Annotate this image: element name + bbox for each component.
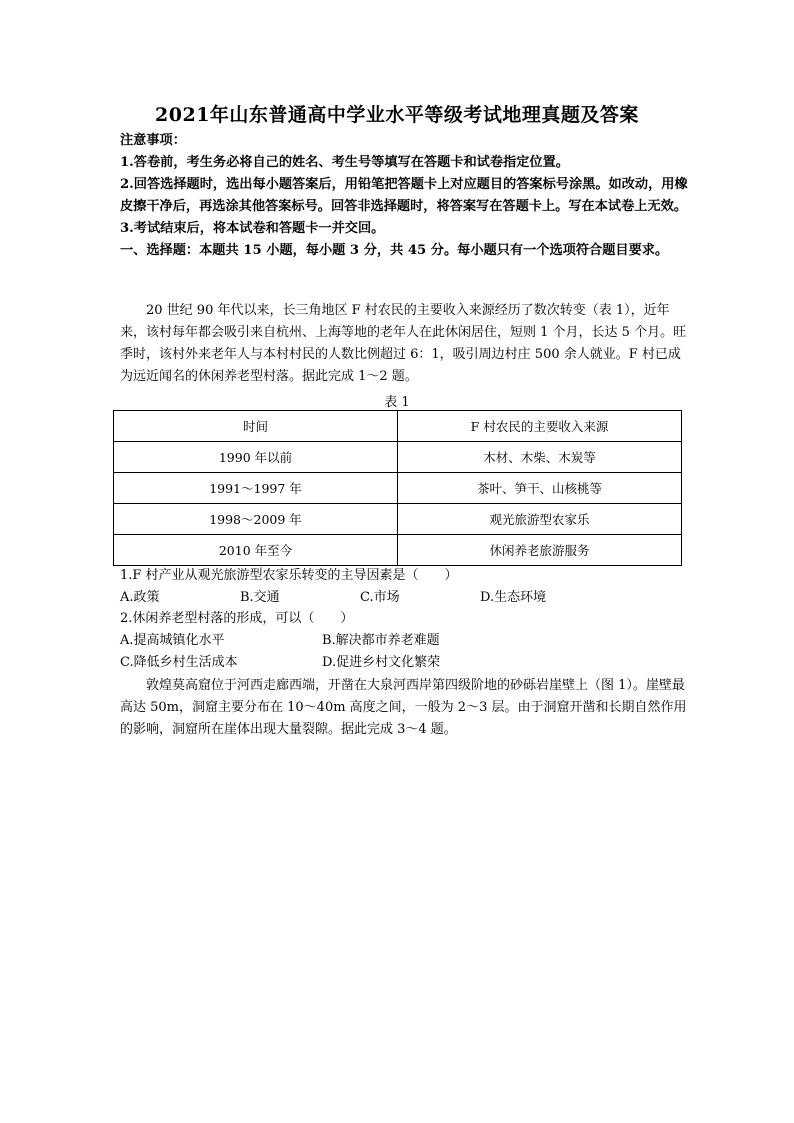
table-cell: 茶叶、笋干、山核桃等 [398, 473, 682, 504]
question-2-options-row-1 [120, 630, 700, 652]
question-2-options-row-2 [120, 652, 700, 674]
notice-item: 3.考试结束后，将本试卷和答题卡一并交回。 [120, 221, 385, 236]
option-d: D.促进乡村文化繁荣 [322, 655, 441, 670]
notice-item: 2.回答选择题时，选出每小题答案后，用铅笔把答题卡上对应题目的答案标号涂黑。如改动，用橡皮擦干净后，再选涂其他答案标号。回答非选择题时，将答案写在答题卡上。写在本试卷上无效。 [120, 177, 688, 214]
table-cell: 木材、木柴、木炭等 [398, 442, 682, 473]
question-2-stem: 2.休闲养老型村落的形成，可以（ ） [120, 611, 354, 626]
option-c: C.降低乡村生活成本 [120, 655, 238, 670]
option-a: A.政策 [120, 590, 160, 605]
passage-2 [120, 675, 690, 741]
notice-item: 1.答卷前，考生务必将自己的姓名、考生号等填写在答题卡和试卷指定位置。 [120, 155, 569, 170]
table-cell: 1998～2009 年 [114, 504, 398, 535]
table-row [114, 442, 682, 473]
passage-2-text: 敦煌莫高窟位于河西走廊西端，开凿在大泉河西岸第四级阶地的砂砾岩崖壁上（图 1）。崖壁最高达 50m，洞窟主要分布在 10～40m 高度之间，一般为 2～3 层。由于洞窟开凿和长期自然作用的影响，洞窟所在崖体出现大量裂隙。据此完成 3～4 题。 [120, 678, 687, 737]
table-cell: 1990 年以前 [114, 442, 398, 473]
notice-heading: 注意事项： [120, 133, 186, 148]
table-row [114, 473, 682, 504]
table-row [114, 535, 682, 566]
table-cell: 2010 年至今 [114, 535, 398, 566]
question-1-options [120, 587, 700, 609]
notice-block [120, 130, 690, 262]
table-header-cell: 时间 [114, 411, 398, 442]
section-heading: 一、选择题：本题共 15 小题，每小题 3 分，共 45 分。每小题只有一个选项符合题目要求。 [120, 243, 669, 258]
income-table [113, 410, 682, 566]
table-row [114, 504, 682, 535]
table-cell: 观光旅游型农家乐 [398, 504, 682, 535]
table-cell: 休闲养老旅游服务 [398, 535, 682, 566]
option-a: A.提高城镇化水平 [120, 633, 225, 648]
passage-1-text: 20 世纪 90 年代以来，长三角地区 F 村农民的主要收入来源经历了数次转变（表 1），近年来，该村每年都会吸引来自杭州、上海等地的老年人在此休闲居住，短则 1 个月，长达 5 个月。旺季时，该村外来老年人与本村村民的人数比例超过 6：1，吸引周边村庄 500 余人就业。F 村已成为远近闻名的休闲养老型村落。据此完成 1～2 题。 [120, 303, 687, 384]
option-d: D.生态环境 [480, 590, 547, 605]
table-caption: 表 1 [384, 395, 410, 410]
question-1-stem: 1.F 村产业从观光旅游型农家乐转变的主导因素是（ ） [120, 568, 458, 583]
page-title: 2021年山东普通高中学业水平等级考试地理真题及答案 [155, 104, 639, 126]
passage-1 [120, 300, 690, 388]
option-c: C.市场 [360, 590, 400, 605]
option-b: B.交通 [240, 590, 280, 605]
table-header-row [114, 411, 682, 442]
question-2 [120, 608, 700, 674]
option-b: B.解决都市养老难题 [322, 633, 440, 648]
question-1 [120, 565, 700, 609]
table-header-cell: F 村农民的主要收入来源 [398, 411, 682, 442]
table-cell: 1991～1997 年 [114, 473, 398, 504]
